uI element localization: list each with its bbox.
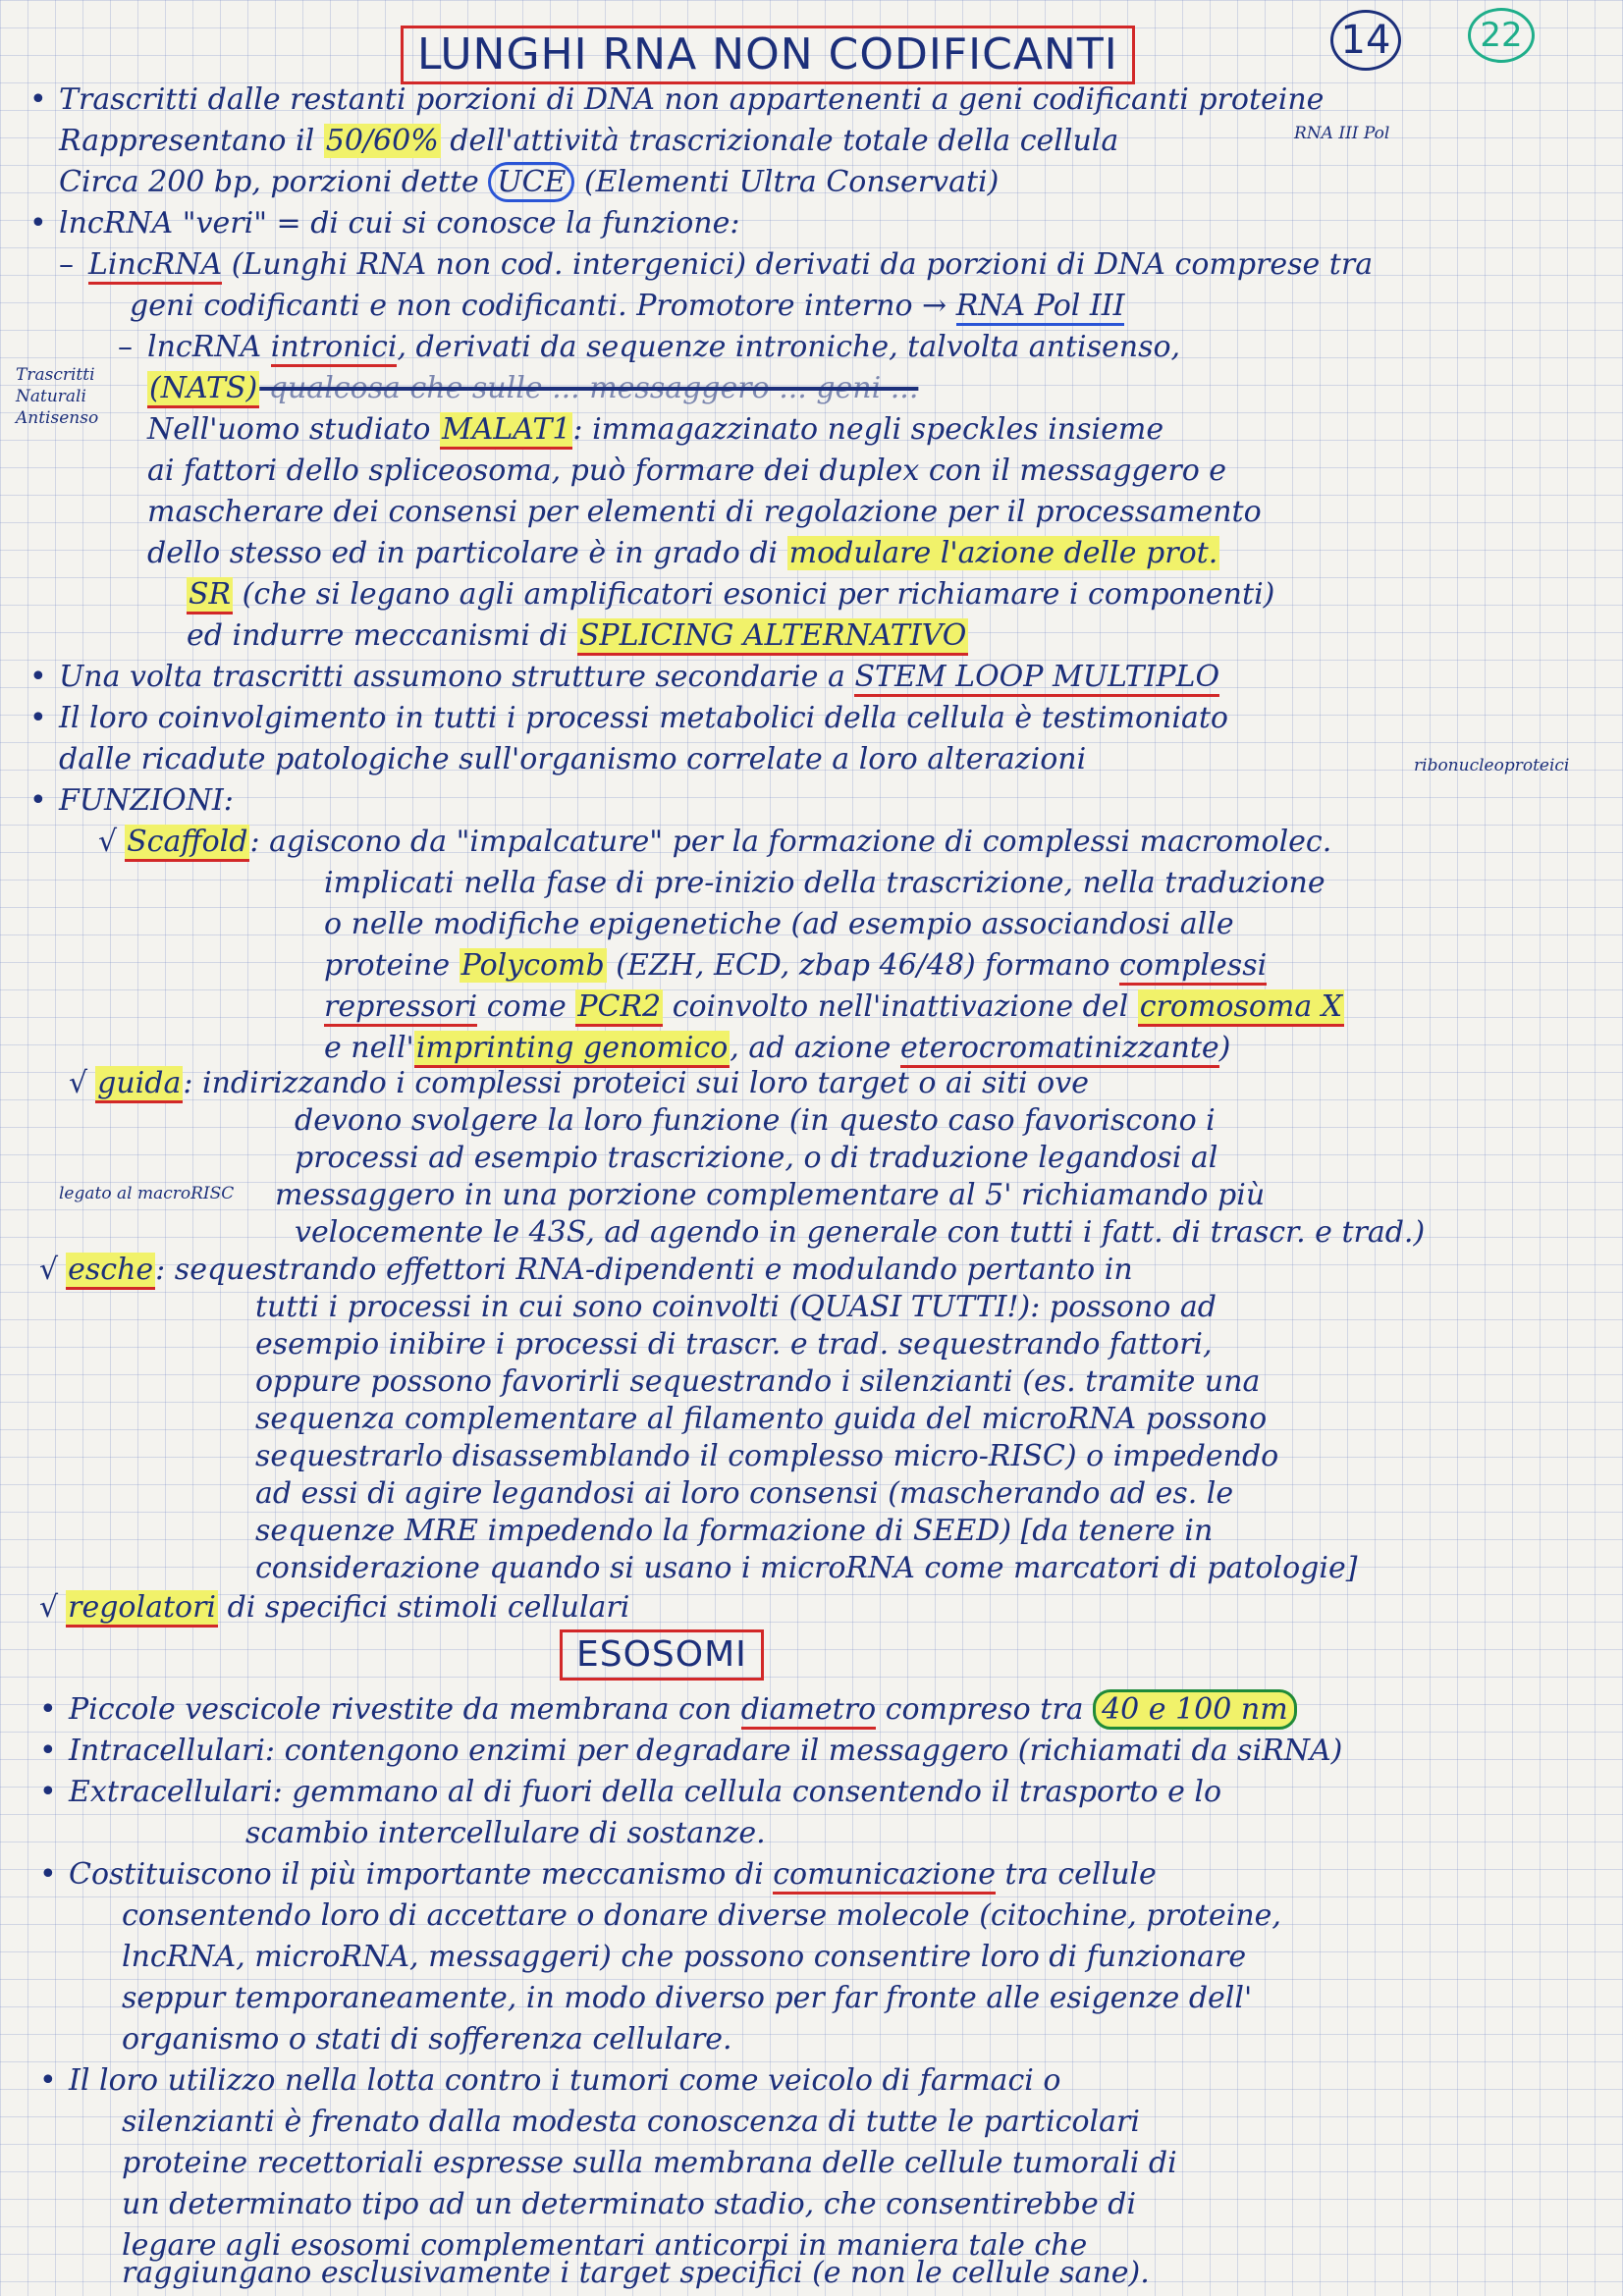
text-line: √ guida: indirizzando i complessi proteici sui loro target o ai siti ove: [69, 1064, 1089, 1103]
text-line: tutti i processi in cui sono coinvolti (QUASI TUTTI!): possono ad: [255, 1290, 1217, 1324]
text-line: Circa 200 bp, porzioni dette UCE (Elementi Ultra Conservati): [59, 163, 999, 202]
text-line: geni codificanti e non codificanti. Promotore interno → RNA Pol III: [130, 287, 1124, 326]
text-line: Rappresentano il 50/60% dell'attività trascrizionale totale della cellula: [59, 124, 1119, 158]
note-ribonucleo: ribonucleoproteici: [1414, 756, 1570, 775]
text-line: ai fattori dello spliceosoma, può formare dei duplex con il messaggero e: [147, 454, 1227, 488]
text-line: (NATS) qualcosa che sulle ... messaggero ... geni ...: [147, 369, 918, 408]
text-line: SR (che si legano agli amplificatori esonici per richiamare i componenti): [187, 575, 1274, 614]
text-line: sequenze MRE impedendo la formazione di SEED) [da tenere in: [255, 1514, 1214, 1548]
text-line: • Il loro coinvolgimento in tutti i processi metabolici della cellula è testimoniato: [29, 701, 1228, 735]
note-legato: legato al macroRISC: [59, 1184, 235, 1203]
text-line: • Intracellulari: contengono enzimi per degradare il messaggero (richiamati da siRNA): [39, 1734, 1343, 1768]
text-line: √ esche: sequestrando effettori RNA-dipendenti e modulando pertanto in: [39, 1251, 1133, 1290]
text-line: repressori come PCR2 coinvolto nell'inattivazione del cromosoma X: [324, 988, 1344, 1027]
page-title: LUNGHI RNA NON CODIFICANTI: [401, 26, 1135, 84]
page-number: 14: [1330, 10, 1401, 71]
text-line: √ Scaffold: agiscono da "impalcature" per la formazione di complessi macromolec.: [98, 823, 1331, 862]
text-line: – lncRNA intronici, derivati da sequenze introniche, talvolta antisenso,: [118, 328, 1180, 367]
text-line: lncRNA, microRNA, messaggeri) che possono consentire loro di funzionare: [122, 1940, 1247, 1974]
text-line: dello stesso ed in particolare è in grado di modulare l'azione delle prot.: [147, 536, 1218, 570]
text-line: silenzianti è frenato dalla modesta conoscenza di tutte le particolari: [122, 2105, 1140, 2139]
text-line: • Il loro utilizzo nella lotta contro i tumori come veicolo di farmaci o: [39, 2063, 1061, 2098]
text-line: implicati nella fase di pre-inizio della trascrizione, nella traduzione: [324, 866, 1325, 900]
text-line: – LincRNA (Lunghi RNA non cod. intergenici) derivati da porzioni di DNA comprese tra: [59, 245, 1373, 285]
text-line: devono svolgere la loro funzione (in questo caso favoriscono i: [295, 1103, 1216, 1138]
text-line: processi ad esempio trascrizione, o di traduzione legandosi al: [295, 1141, 1218, 1175]
text-line: • Costituiscono il più importante meccanismo di comunicazione tra cellule: [39, 1855, 1157, 1895]
text-line: • FUNZIONI:: [29, 783, 234, 818]
note-nats-1: Trascritti: [16, 365, 95, 385]
page-number-alt: 22: [1468, 8, 1535, 63]
text-line: ad essi di agire legandosi ai loro consensi (mascherando ad es. le: [255, 1476, 1234, 1511]
text-line: o nelle modifiche epigenetiche (ad esempio associandosi alle: [324, 907, 1234, 941]
text-line: e nell'imprinting genomico, ad azione eterocromatinizzante): [324, 1029, 1230, 1068]
text-line: scambio intercellulare di sostanze.: [245, 1816, 766, 1850]
note-nats-3: Antisenso: [16, 408, 99, 428]
text-line: messaggero in una porzione complementare al 5' richiamando più: [275, 1178, 1266, 1212]
text-line: √ regolatori di specifici stimoli cellulari: [39, 1588, 629, 1628]
text-line: proteine Polycomb (EZH, ECD, zbap 46/48) formano complessi: [324, 946, 1267, 986]
note-nats-2: Naturali: [16, 387, 86, 406]
text-line: raggiungano esclusivamente i target specifici (e non le cellule sane).: [122, 2256, 1150, 2290]
text-line: • lncRNA "veri" = di cui si conosce la funzione:: [29, 206, 740, 240]
text-line: proteine recettoriali espresse sulla membrana delle cellule tumorali di: [122, 2146, 1177, 2180]
text-line: Nell'uomo studiato MALAT1: immagazzinato negli speckles insieme: [147, 410, 1163, 450]
text-line: velocemente le 43S, ad agendo in generale con tutti i fatt. di trascr. e trad.): [295, 1215, 1426, 1250]
text-line: ed indurre meccanismi di SPLICING ALTERNATIVO: [187, 616, 968, 656]
text-line: • Extracellulari: gemmano al di fuori della cellula consentendo il trasporto e lo: [39, 1775, 1222, 1809]
section-title-esosomi: ESOSOMI: [560, 1629, 764, 1681]
text-line: sequenza complementare al filamento guida del microRNA possono: [255, 1402, 1268, 1436]
diameter-box: 40 e 100 nm: [1093, 1689, 1297, 1730]
text-line: consentendo loro di accettare o donare diverse molecole (citochine, proteine,: [122, 1898, 1281, 1933]
text-line: • Piccole vescicole rivestite da membrana con diametro compreso tra 40 e 100 nm: [39, 1690, 1297, 1730]
text-line: • Trascritti dalle restanti porzioni di DNA non appartenenti a geni codificanti proteine: [29, 82, 1325, 117]
note-rna-pol: RNA III Pol: [1294, 124, 1390, 143]
text-line: un determinato tipo ad un determinato stadio, che consentirebbe di: [122, 2187, 1137, 2221]
text-line: legare agli esosomi complementari anticorpi in maniera tale che: [122, 2228, 1088, 2263]
text-line: considerazione quando si usano i microRNA come marcatori di patologie]: [255, 1551, 1358, 1585]
text-line: sequestrarlo disassemblando il complesso micro-RISC) o impedendo: [255, 1439, 1279, 1473]
text-line: mascherare dei consensi per elementi di regolazione per il processamento: [147, 495, 1262, 529]
text-line: organismo o stati di sofferenza cellulare.: [122, 2022, 732, 2056]
text-line: oppure possono favorirli sequestrando i silenzianti (es. tramite una: [255, 1364, 1261, 1399]
uce-box: UCE: [488, 162, 574, 202]
text-line: seppur temporaneamente, in modo diverso per far fronte alle esigenze dell': [122, 1981, 1253, 2015]
text-line: • Una volta trascritti assumono strutture secondarie a STEM LOOP MULTIPLO: [29, 658, 1219, 697]
text-line: dalle ricadute patologiche sull'organismo correlate a loro alterazioni: [59, 742, 1087, 776]
text-line: esempio inibire i processi di trascr. e trad. sequestrando fattori,: [255, 1327, 1213, 1362]
